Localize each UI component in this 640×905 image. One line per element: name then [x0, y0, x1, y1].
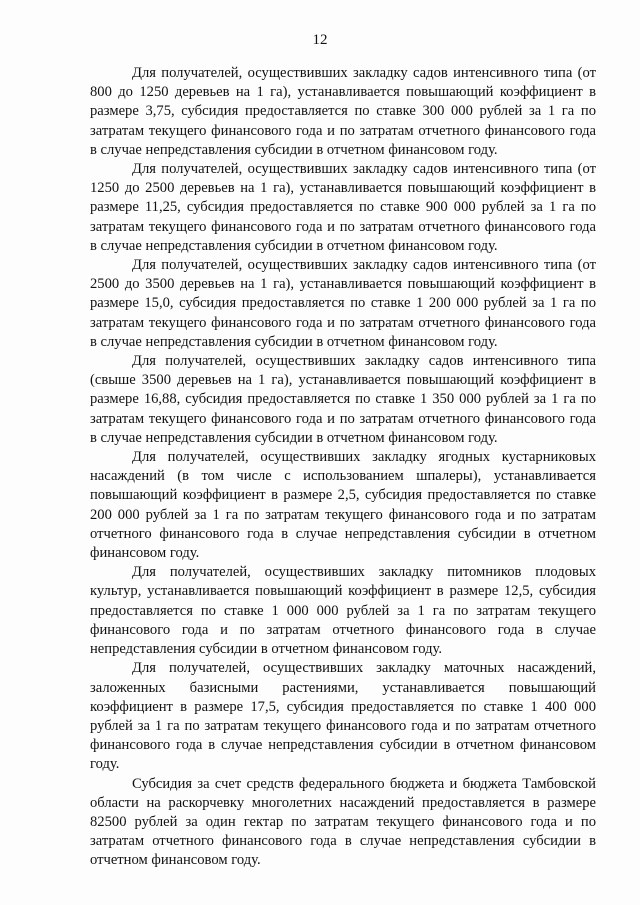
paragraph-intensive-over-3500: Для получателей, осуществивших закладку садов интенсивного типа (свыше 3500 деревьев на 1 га), устанавливается повышающий коэффициент в размере 16,88, субсидия предоставляется по ставке 1 350 000 рублей за 1 га по затратам текущего финансового года и по затратам отчетного финансового года в случае непредставления субсидии в отчетном финансовом году.: [90, 353, 596, 446]
paragraph-nurseries: Для получателей, осуществивших закладку питомников плодовых культур, устанавливается повышающий коэффициент в размере 12,5, субсидия предоставляется по ставке 1 000 000 рублей за 1 га по затратам текущего финансового года и по затратам отчетного финансового года в случае непредставления субсидии в отчетном финансовом году.: [90, 564, 596, 658]
page-number: 12: [312, 32, 328, 48]
paragraph-uprooting-subsidy: Субсидия за счет средств федерального бюджета и бюджета Тамбовской области на раскорчевку многолетних насаждений предоставляется в размере 82500 рублей за один гектар по затратам текущего финансового года и по затратам отчетного финансового года в случае непредставления субсидии в отчетном финансовом году.: [90, 775, 596, 869]
document-body: [90, 64, 596, 871]
paragraph-intensive-2500-3500: Для получателей, осуществивших закладку садов интенсивного типа (от 2500 до 3500 деревьев на 1 га), устанавливается повышающий коэффициент в размере 15,0, субсидия предоставляется по ставке 1 200 000 рублей за 1 га по затратам текущего финансового года и по затратам отчетного финансового года в случае непредставления субсидии в отчетном финансовом году.: [90, 257, 596, 350]
paragraph-intensive-800-1250: Для получателей, осуществивших закладку садов интенсивного типа (от 800 до 1250 деревьев на 1 га), устанавливается повышающий коэффициент в размере 3,75, субсидия предоставляется по ставке 300 000 рублей за 1 га по затратам текущего финансового года и по затратам отчетного финансового года в случае непредставления субсидии в отчетном финансовом году.: [90, 65, 596, 158]
paragraph-mother-plantations: Для получателей, осуществивших закладку маточных насаждений, заложенных базисными растениями, устанавливается повышающий коэффициент в размере 17,5, субсидия предоставляется по ставке 1 400 000 рублей за 1 га по затратам текущего финансового года и по затратам отчетного финансового года в случае непредставления субсидии в отчетном финансовом году.: [90, 660, 596, 773]
paragraph-intensive-1250-2500: Для получателей, осуществивших закладку садов интенсивного типа (от 1250 до 2500 деревьев на 1 га), устанавливается повышающий коэффициент в размере 11,25, субсидия предоставляется по ставке 900 000 рублей за 1 га по затратам текущего финансового года и по затратам отчетного финансового года в случае непредставления субсидии в отчетном финансовом году.: [90, 161, 596, 254]
paragraph-berry-shrubs: Для получателей, осуществивших закладку ягодных кустарниковых насаждений (в том числе с использованием шпалеры), устанавливается повышающий коэффициент в размере 2,5, субсидия предоставляется по ставке 200 000 рублей за 1 га по затратам текущего финансового года и по затратам отчетного финансового года в случае непредставления субсидии в отчетном финансовом году.: [90, 449, 596, 562]
